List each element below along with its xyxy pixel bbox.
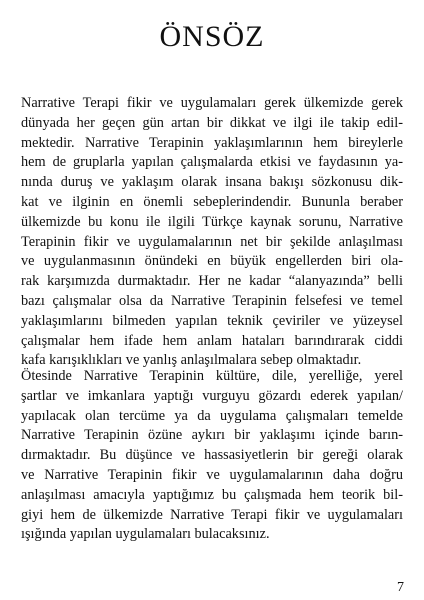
text-line: Narrative Terapinin özüne aykırı bir yaklaşımı içinde barın-	[21, 427, 403, 444]
text-line: Terapinin fikir ve uygulamalarının net bir şekilde anlaşılması	[21, 233, 403, 250]
text-line: Ötesinde Narrative Terapinin kültüre, dile, yerelliğe, yerel	[21, 368, 403, 384]
text-line: anlaşılması amacıyla yaptığımız bu çalışmada hem teorik bil-	[21, 486, 403, 503]
text-line: kat ve ilginin en önemli sebeplerindendir. Bununla beraber	[21, 193, 403, 210]
text-line: dırmaktadır. Bu düşünce ve hassasiyetlerin bir gereği olarak	[21, 447, 403, 464]
text-line: yaklaşımlarını bilmeden yapılan teknik çeviriler ve yüzeysel	[21, 312, 403, 329]
text-line: ülkemizde bu konu ile ilgili Türkçe kaynak sorunu, Narrative	[21, 213, 403, 230]
text-line: giyi hem de ülkemizde Narrative Terapi fikir ve uygulamaları	[21, 506, 403, 523]
text-line: Narrative Terapi fikir ve uygulamaları gerek ülkemizde gerek	[21, 95, 403, 111]
text-line: ışığında yapılan uygulamaları bulacaksınız.	[21, 526, 270, 543]
text-line: yapılacak olan tercüme ya da uygulama çalışmaları temelde	[21, 407, 403, 424]
paragraph-1	[21, 94, 403, 371]
text-line: ve uygulanmasının önündeki en büyük engellerden biri ola-	[21, 253, 403, 270]
text-line: ve Narrative Terapinin fikir ve uygulamalarının daha doğru	[21, 466, 403, 483]
text-line: kafa karışıklıkları ve yanlış anlaşılmalara sebep olmaktadır.	[21, 352, 362, 369]
page-title: ÖNSÖZ	[159, 20, 265, 54]
page-number: 7	[397, 580, 404, 595]
text-line: nında duruş ve yaklaşım olarak insana bakışı sözkonusu dik-	[21, 174, 403, 191]
text-line: şartlar ve imkanlara yaptığı vurguyu gözardı ederek yapılan/	[21, 387, 403, 404]
text-line: rak karşımızda durmaktadır. Her ne kadar “alanyazında” belli	[21, 273, 403, 290]
paragraph-2	[21, 367, 403, 545]
text-line: hem de gruplarla yapılan çalışmalarda etkisi ve faydasının ya-	[21, 154, 403, 171]
text-line: mektedir. Narrative Terapinin yaklaşımlarının hem bireylerle	[21, 134, 403, 151]
text-line: dünyada her geçen gün artan bir dikkat ve ilgi ile takip edil-	[21, 114, 403, 131]
text-line: bazı çalışmalar olsa da Narrative Terapinin felsefesi ve temel	[21, 292, 403, 309]
text-line: çalışmalar hem ifade hem anlam hataları barındırarak ciddi	[21, 332, 403, 349]
